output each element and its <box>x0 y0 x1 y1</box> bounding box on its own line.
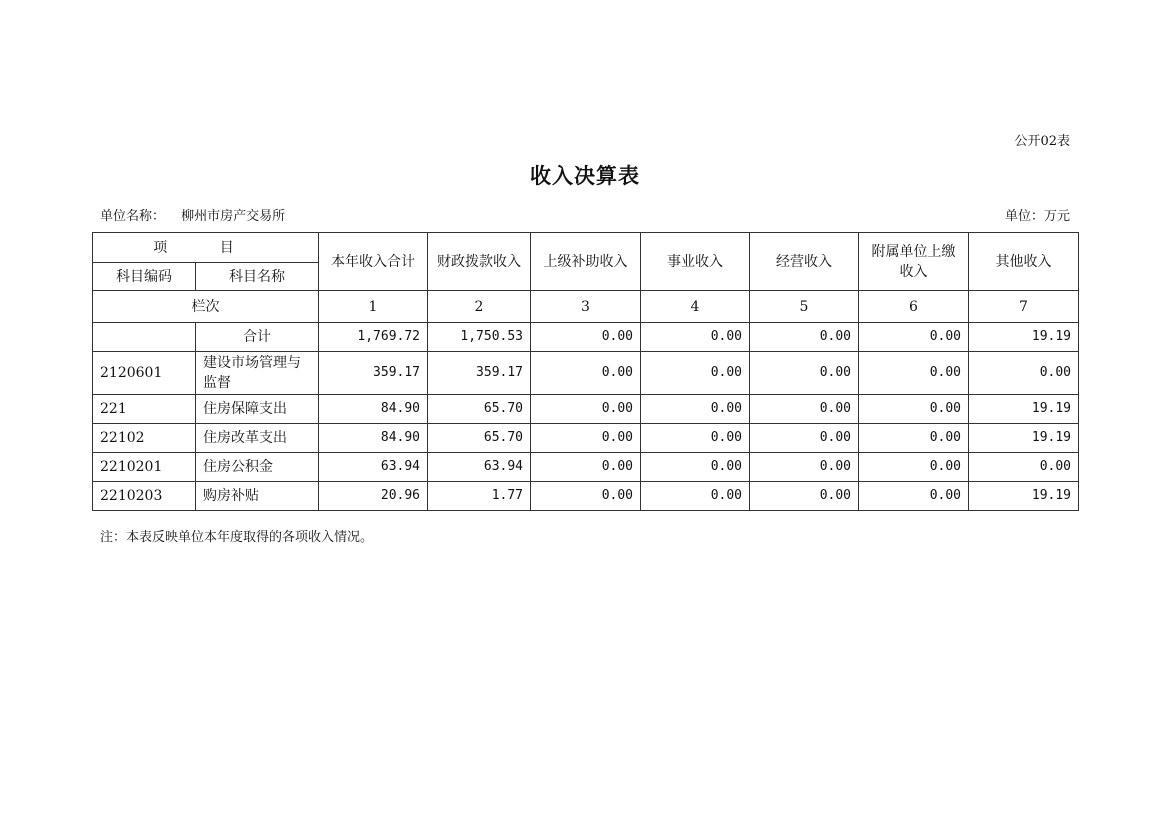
amount-cell: 1.77 <box>428 482 531 511</box>
unit-name-value: 柳州市房产交易所 <box>181 209 286 224</box>
amount-cell: 0.00 <box>859 352 969 395</box>
amount-cell: 19.19 <box>969 395 1079 424</box>
amount-cell: 19.19 <box>969 482 1079 511</box>
amount-cell: 63.94 <box>319 453 428 482</box>
subject-name: 住房改革支出 <box>196 424 319 453</box>
amount-cell: 0.00 <box>969 352 1079 395</box>
total-value: 0.00 <box>531 323 641 352</box>
header-col-4: 事业收入 <box>641 233 750 291</box>
amount-cell: 0.00 <box>641 482 750 511</box>
amount-cell: 63.94 <box>428 453 531 482</box>
amount-cell: 0.00 <box>531 453 641 482</box>
page-title: 收入决算表 <box>530 163 640 188</box>
amount-cell: 0.00 <box>641 395 750 424</box>
amount-cell: 0.00 <box>859 453 969 482</box>
unit-name-line <box>100 205 285 224</box>
table-row <box>93 453 1079 482</box>
currency-unit: 单位：万元 <box>1004 209 1070 224</box>
amount-cell: 0.00 <box>641 352 750 395</box>
income-table <box>92 232 1079 511</box>
subject-code: 2120601 <box>93 352 196 395</box>
amount-cell: 0.00 <box>531 424 641 453</box>
table-row <box>93 482 1079 511</box>
amount-cell: 359.17 <box>428 352 531 395</box>
amount-cell: 0.00 <box>531 395 641 424</box>
form-code: 公开02表 <box>1014 134 1070 149</box>
table-note: 注：本表反映单位本年度取得的各项收入情况。 <box>100 530 374 545</box>
header-project <box>93 233 319 263</box>
amount-cell: 0.00 <box>641 453 750 482</box>
column-number: 7 <box>969 291 1079 323</box>
column-index-row <box>93 291 1079 323</box>
column-number: 3 <box>531 291 641 323</box>
total-value: 1,750.53 <box>428 323 531 352</box>
amount-cell: 20.96 <box>319 482 428 511</box>
header-col-1: 本年收入合计 <box>319 233 428 291</box>
subject-name: 住房保障支出 <box>196 395 319 424</box>
amount-cell: 65.70 <box>428 424 531 453</box>
header-col-2: 财政拨款收入 <box>428 233 531 291</box>
header-name: 科目名称 <box>196 263 319 291</box>
table-row <box>93 395 1079 424</box>
header-row-top <box>93 233 1079 263</box>
total-value: 0.00 <box>750 323 859 352</box>
amount-cell: 0.00 <box>859 395 969 424</box>
column-number: 4 <box>641 291 750 323</box>
subject-name: 购房补贴 <box>196 482 319 511</box>
amount-cell: 19.19 <box>969 424 1079 453</box>
amount-cell: 0.00 <box>531 482 641 511</box>
amount-cell: 0.00 <box>750 395 859 424</box>
total-value: 1,769.72 <box>319 323 428 352</box>
total-value: 0.00 <box>641 323 750 352</box>
column-number: 2 <box>428 291 531 323</box>
subject-code: 2210203 <box>93 482 196 511</box>
total-row <box>93 323 1079 352</box>
amount-cell: 359.17 <box>319 352 428 395</box>
amount-cell: 0.00 <box>859 424 969 453</box>
subject-name: 建设市场管理与监督 <box>196 352 319 395</box>
subject-code: 221 <box>93 395 196 424</box>
header-code: 科目编码 <box>93 263 196 291</box>
header-col-5: 经营收入 <box>750 233 859 291</box>
amount-cell: 84.90 <box>319 424 428 453</box>
table-row <box>93 424 1079 453</box>
amount-cell: 0.00 <box>969 453 1079 482</box>
row-index-label: 栏次 <box>93 291 319 323</box>
amount-cell: 0.00 <box>750 482 859 511</box>
column-number: 1 <box>319 291 428 323</box>
total-label: 合计 <box>196 323 319 352</box>
amount-cell: 65.70 <box>428 395 531 424</box>
amount-cell: 0.00 <box>641 424 750 453</box>
total-value: 0.00 <box>859 323 969 352</box>
subject-code: 2210201 <box>93 453 196 482</box>
amount-cell: 0.00 <box>750 424 859 453</box>
amount-cell: 84.90 <box>319 395 428 424</box>
header-project-label: 项 目 <box>153 239 258 256</box>
total-value: 19.19 <box>969 323 1079 352</box>
amount-cell: 0.00 <box>531 352 641 395</box>
amount-cell: 0.00 <box>750 352 859 395</box>
column-number: 6 <box>859 291 969 323</box>
unit-name-label: 单位名称： <box>100 209 166 224</box>
header-col-7: 其他收入 <box>969 233 1079 291</box>
amount-cell: 0.00 <box>859 482 969 511</box>
amount-cell: 0.00 <box>750 453 859 482</box>
header-col-3: 上级补助收入 <box>531 233 641 291</box>
total-code-cell <box>93 323 196 352</box>
subject-name: 住房公积金 <box>196 453 319 482</box>
header-col-6: 附属单位上缴收入 <box>859 233 969 291</box>
column-number: 5 <box>750 291 859 323</box>
subject-code: 22102 <box>93 424 196 453</box>
table-row <box>93 352 1079 395</box>
